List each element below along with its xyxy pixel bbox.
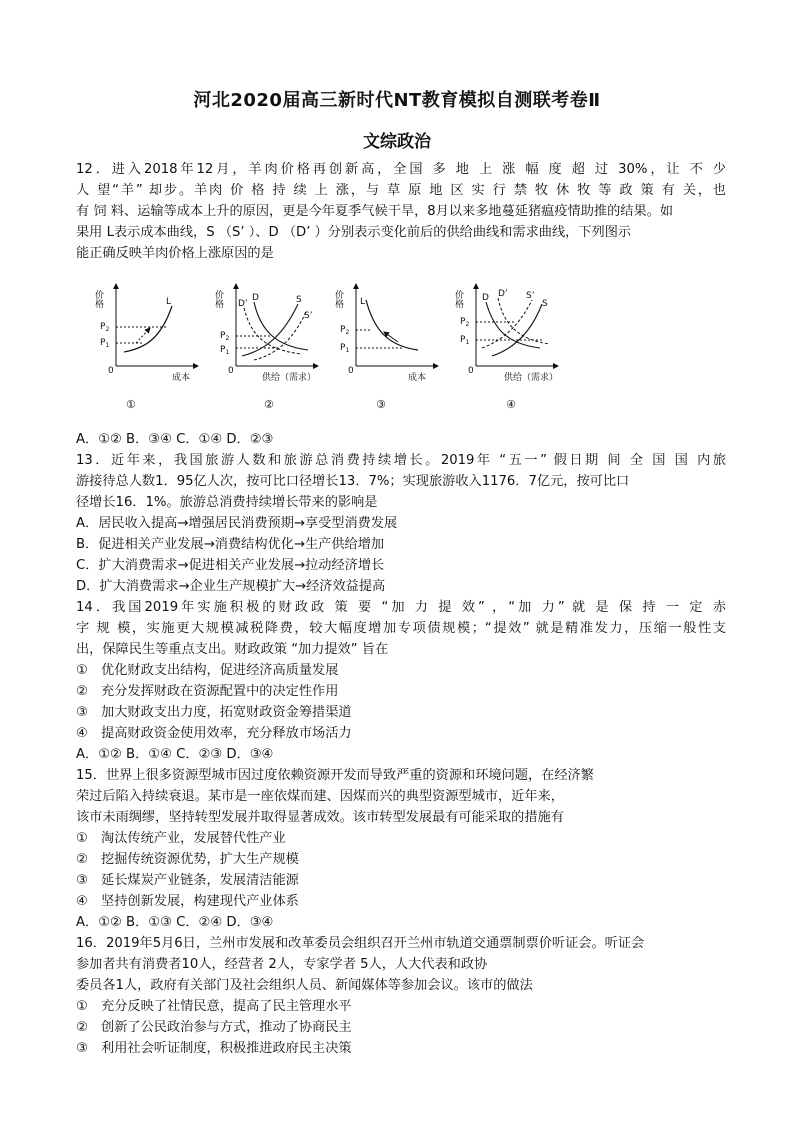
y-axis-label: 价格 (453, 290, 463, 308)
p-subscript: 2 (105, 326, 110, 333)
q14-statement: ② 充分发挥财政在资源配置中的决定性作用 (76, 684, 339, 699)
q15-statement: ② 挖掘传统资源优势，扩大生产规模 (76, 852, 299, 867)
q12-line: 有 饲 料、运输等成本上升的原因，更是今年夏季气候干旱，8月以来多地蔓延猪瘟疫情助推的结果。如 (76, 204, 674, 219)
p-subscript: 2 (465, 321, 470, 328)
p-subscript: 1 (225, 349, 230, 356)
p-subscript: 2 (345, 329, 350, 336)
p-letter: P (460, 335, 466, 345)
q13-option: D．扩大消费需求→企业生产规模扩大→经济效益提高 (76, 579, 386, 594)
p1-label (220, 345, 229, 356)
q14-answer-options: A．①② B．①④ C．②③ D．③④ (76, 747, 274, 762)
figure-4 (446, 278, 566, 418)
q12-line: 人 望“羊” 却步。羊肉 价 格 持 续 上 涨，与 草 原 地 区 实 行 禁 牧 休 牧 等 政 策 有 关，也 (76, 183, 726, 198)
curve-label: L (166, 297, 172, 307)
q16-line: 委员各1人，政府有关部门及社会组织人员、新闻媒体等参加会议。该市的做法 (76, 978, 533, 993)
figure-3 (326, 278, 446, 418)
p-letter: P (340, 325, 346, 335)
p-subscript: 1 (105, 342, 110, 349)
s-label: S (542, 299, 548, 309)
q13-option: A．居民收入提高→增强居民消费预期→享受型消费发展 (76, 516, 398, 531)
q12-line: 12．进入2018年12月，羊肉价格再创新高，全国 多 地 上 涨 幅 度 超 过 30%，让 不 少 (76, 162, 726, 177)
p2-label (220, 331, 229, 342)
p1-label (340, 343, 349, 354)
origin-label: 0 (348, 366, 354, 376)
y-axis-label: 价格 (213, 290, 223, 308)
cost-curve (366, 300, 418, 350)
exam-title: 河北2020届高三新时代NT教育模拟自测联考卷Ⅱ (193, 90, 601, 111)
figure-1 (86, 278, 206, 418)
q14-statement: ③ 加大财政支出力度，拓宽财政资金筹措渠道 (76, 705, 352, 720)
origin-label: 0 (108, 366, 114, 376)
q15-statement: ④ 坚持创新发展，构建现代产业体系 (76, 894, 299, 909)
q15-line: 该市未雨绸缪，坚持转型发展并取得显著成效。该市转型发展最有可能采取的措施有 (76, 810, 564, 825)
origin-label: 0 (228, 366, 234, 376)
p-letter: P (220, 345, 226, 355)
q16-statement: ② 创新了公民政治参与方式，推动了协商民主 (76, 1020, 352, 1035)
q12-line: 能正确反映羊肉价格上涨原因的是 (76, 246, 274, 261)
figure-caption: ③ (376, 398, 386, 411)
curve-label: L (360, 297, 366, 307)
q15-answer-options: A．①② B．①③ C．②④ D．③④ (76, 915, 274, 930)
q14-statement: ① 优化财政支出结构，促进经济高质量发展 (76, 663, 339, 678)
q16-statement: ① 充分反映了社情民意，提高了民主管理水平 (76, 999, 352, 1014)
q13-line: 游接待总人数1．95亿人次，按可比口径增长13．7%；实现旅游收入1176．7亿元，按可比口 (76, 474, 630, 489)
q13-line: 径增长16．1%。旅游总消费持续增长带来的影响是 (76, 495, 378, 510)
p-subscript: 2 (225, 335, 230, 342)
p-letter: P (340, 343, 346, 353)
figure-caption: ① (126, 398, 136, 411)
demand-curve-d (254, 302, 308, 350)
p1-label (100, 338, 109, 349)
p2-label (460, 317, 469, 328)
p2-label (100, 322, 109, 333)
q13-line: 13．近年来，我国旅游人数和旅游总消费持续增长。2019年 “五一” 假日期 间 全 国 国 内旅 (76, 453, 726, 468)
q13-option: B．促进相关产业发展→消费结构优化→生产供给增加 (76, 537, 385, 552)
p-letter: P (460, 317, 466, 327)
q14-line: 字 规 模，实施更大规模减税降费，较大幅度增加专项债规模；“提效” 就是精准发力，压缩一般性支 (76, 621, 726, 636)
origin-label: 0 (468, 366, 474, 376)
s-label: S (296, 295, 302, 305)
q13-option: C．扩大消费需求→促进相关产业发展→拉动经济增长 (76, 558, 385, 573)
q15-statement: ① 淘汰传统产业，发展替代性产业 (76, 831, 286, 846)
q14-line: 出，保障民生等重点支出。财政政策 “加力提效” 旨在 (76, 642, 389, 657)
shift-arrow (136, 328, 150, 343)
q16-line: 16．2019年5月6日，兰州市发展和改革委员会组织召开兰州市轨道交通票制票价听证会。听证会 (76, 936, 645, 951)
p-letter: P (100, 322, 106, 332)
p-letter: P (100, 338, 106, 348)
q12-line: 果用 L表示成本曲线，S （S’ ）、D （D’ ）分别表示变化前后的供给曲线和需求曲线，下列图示 (76, 225, 632, 240)
supply-curve-s-prime (482, 300, 532, 348)
q15-line: 荣过后陷入持续衰退。某市是一座依煤而建、因煤而兴的典型资源型城市，近年来， (76, 789, 564, 804)
q14-line: 14．我国2019年实施积极的财政政 策 要 “加 力 提 效” ，“加 力” 就 是 保 持 一 定 赤 (76, 600, 726, 615)
figure-caption: ④ (506, 398, 516, 411)
p-subscript: 1 (345, 347, 350, 354)
d-label: D (252, 293, 259, 303)
s-prime-label: S’ (526, 291, 535, 301)
p-subscript: 1 (465, 339, 470, 346)
d-prime-label: D’ (498, 289, 508, 299)
q12-answer-options: A．①② B．③④ C．①④ D．②③ (76, 432, 274, 447)
p2-label (340, 325, 349, 336)
s-prime-label: S’ (304, 311, 313, 321)
d-prime-label: D’ (238, 299, 248, 309)
x-axis-label: 成本 (172, 373, 191, 383)
q12-figures (86, 278, 566, 418)
q14-statement: ④ 提高财政资金使用效率，充分释放市场活力 (76, 726, 352, 741)
y-axis-label: 价格 (333, 290, 343, 308)
x-axis-label: 供给（需求） (262, 373, 317, 383)
p1-label (460, 335, 469, 346)
figure-2 (206, 278, 326, 418)
q16-line: 参加者共有消费者10人，经营者 2人，专家学者 5人，人大代表和政协 (76, 957, 488, 972)
cost-curve (124, 306, 172, 352)
p-letter: P (220, 331, 226, 341)
d-label: D (482, 293, 489, 303)
q15-statement: ③ 延长煤炭产业链条，发展清洁能源 (76, 873, 299, 888)
y-axis-label: 价格 (93, 290, 103, 308)
q16-statement: ③ 利用社会听证制度，积极推进政府民主决策 (76, 1041, 352, 1056)
exam-subject: 文综政治 (363, 132, 431, 152)
figure-caption: ② (264, 398, 274, 411)
x-axis-label: 成本 (408, 373, 427, 383)
q15-line: 15．世界上很多资源型城市因过度依赖资源开发而导致严重的资源和环境问题，在经济繁 (76, 768, 594, 783)
x-axis-label: 供给（需求） (504, 373, 559, 383)
